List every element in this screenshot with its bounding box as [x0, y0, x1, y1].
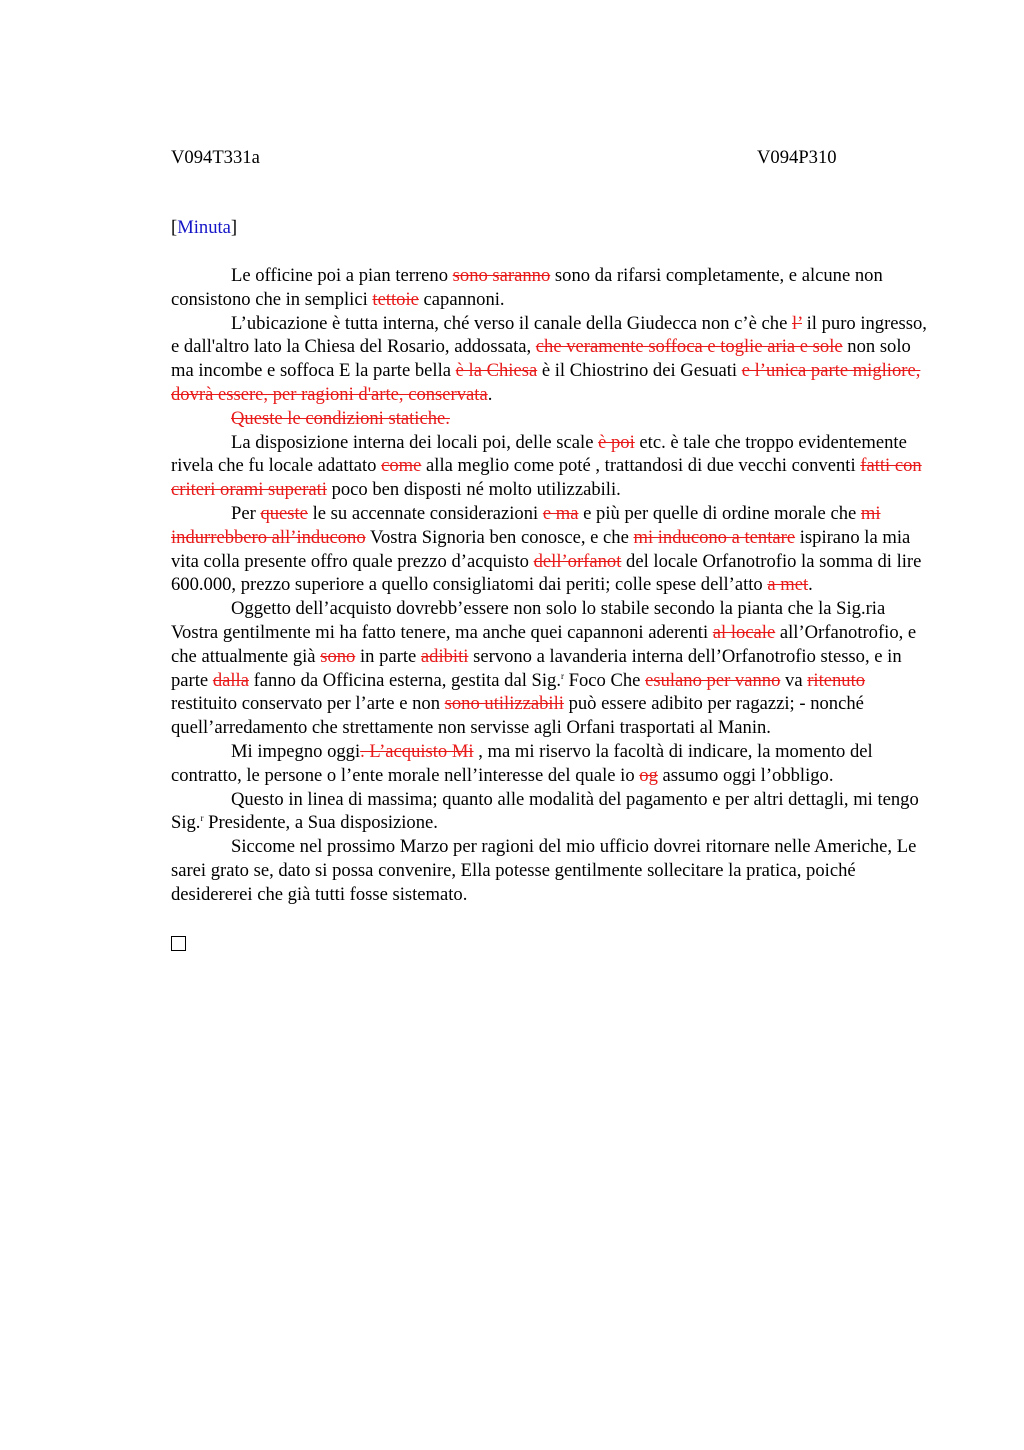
- deleted-text: mi inducono a tentare: [633, 526, 796, 548]
- deleted-text: ritenuto: [807, 669, 866, 691]
- deleted-text: e ma: [542, 502, 579, 524]
- paragraph-text: non solo ma incombe e soffoca E la parte bella: [171, 336, 911, 382]
- paragraph-text: Vostra Signoria ben conosce, e che: [365, 526, 634, 548]
- paragraph: [171, 407, 931, 431]
- paragraph-text: fanno da Officina esterna, gestita dal Sig.: [248, 669, 561, 691]
- paragraph-text: va: [780, 669, 808, 691]
- paragraph: [171, 312, 931, 407]
- deleted-text: og: [639, 764, 658, 786]
- deleted-text: Queste le condizioni statiche.: [231, 407, 450, 429]
- label-close-bracket: ]: [230, 217, 238, 238]
- deleted-text: è la Chiesa: [455, 360, 538, 382]
- paragraph: [171, 264, 931, 312]
- deleted-text: che veramente soffoca e toglie aria e sole: [535, 336, 843, 358]
- deleted-text: tettoie: [372, 288, 419, 310]
- paragraph: [171, 740, 931, 788]
- checkbox-square-icon: [171, 936, 186, 951]
- paragraph-text: le su accennate considerazioni: [307, 502, 543, 524]
- paragraph-text: è il Chiostrino dei Gesuati: [537, 360, 742, 382]
- paragraph: [171, 431, 931, 502]
- deleted-text: esulano per vanno: [645, 669, 781, 691]
- paragraph-text: servono a lavanderia interna dell’Orfanotrofio stesso, e in parte: [171, 645, 902, 691]
- deleted-text: adibiti: [420, 645, 469, 667]
- paragraph: [171, 597, 931, 740]
- header-right-code: V094P310: [757, 147, 837, 168]
- paragraph-text: Presidente, a Sua disposizione.: [203, 812, 438, 834]
- label-open-bracket: [: [171, 217, 178, 238]
- paragraph-text: Questo in linea di massima; quanto alle modalità del pagamento e per altri dettagli, mi tengo Sig.: [171, 788, 919, 834]
- deleted-text: l’: [791, 312, 802, 334]
- paragraph-text: L’ubicazione è tutta interna, ché verso il canale della Giudecca non c’è che: [231, 312, 792, 334]
- paragraph-text: sono da rifarsi completamente, e alcune non consistono che in semplici: [171, 265, 883, 310]
- paragraph-text: può essere adibito per ragazzi; - nonché quell’arredamento che strettamente non servisse agli Orfani trasportati al Manin.: [171, 693, 864, 739]
- paragraph-text: Per: [231, 502, 261, 524]
- deleted-text: fatti con criteri orami superati: [171, 455, 922, 501]
- document-page: [171, 144, 931, 951]
- paragraph-text: capannoni.: [418, 288, 505, 310]
- paragraph-text: Mi impegno oggi: [231, 740, 361, 762]
- document-header: [171, 144, 931, 168]
- deleted-text: queste: [260, 502, 308, 524]
- paragraph: [171, 835, 931, 906]
- paragraph-text: Foco Che: [564, 669, 646, 691]
- paragraph-text: .: [808, 574, 813, 596]
- deleted-text: è poi: [598, 431, 635, 453]
- paragraph-text: Oggetto dell’acquisto dovrebb’essere non solo lo stabile secondo la pianta che la Sig.ria Vostra gentilmente mi ha fatto tenere, ma anche quei capannoni aderenti: [171, 598, 886, 643]
- paragraph-text: Siccome nel prossimo Marzo per ragioni del mio ufficio dovrei ritornare nelle Americhe, Le sarei grato se, dato si possa convenire, Ella potesse gentilmente sollecitare la pratica, poiché desidererei che già tutti fosse sistemato.: [171, 836, 917, 905]
- paragraph: [171, 502, 931, 597]
- label-text: Minuta: [177, 217, 231, 238]
- paragraph-text: etc. è tale che troppo evidentemente rivela che fu locale adattato: [171, 431, 907, 477]
- paragraph-text: il puro ingresso, e dall'altro lato la Chiesa del Rosario, addossata,: [171, 312, 927, 358]
- deleted-text: dalla: [212, 669, 249, 691]
- superscript-text: r: [561, 670, 564, 681]
- paragraph-text: restituito conservato per l’arte e non: [171, 693, 445, 715]
- paragraph: [171, 788, 931, 836]
- document-body: [171, 264, 931, 907]
- superscript-text: r: [200, 813, 204, 824]
- paragraph-text: La disposizione interna dei locali poi, delle scale: [231, 431, 599, 453]
- header-left-code: V094T331a: [171, 147, 260, 168]
- deleted-text: dell’orfanot: [533, 550, 622, 572]
- deleted-text: sono saranno: [452, 265, 551, 286]
- paragraph-text: ispirano la mia vita colla presente offro quale prezzo d’acquisto: [171, 526, 911, 572]
- paragraph-text: in parte: [355, 645, 421, 667]
- paragraph-text: Le officine poi a pian terreno: [231, 265, 453, 286]
- paragraph-text: .: [487, 383, 493, 405]
- paragraph-text: , ma mi riservo la facoltà di indicare, la momento del contratto, le persone o l’ente morale nell’interesse del quale io: [171, 740, 873, 786]
- deleted-text: a met: [767, 574, 809, 596]
- paragraph-text: del locale Orfanotrofio la somma di lire 600.000, prezzo superiore a quello consigliatomi dai periti; colle spese dell’atto: [171, 550, 922, 596]
- paragraph-text: alla meglio come poté , trattandosi di due vecchi conventi: [421, 455, 861, 477]
- deleted-text: mi indurrebbero all’inducono: [171, 502, 881, 548]
- deleted-text: sono: [320, 645, 356, 667]
- document-type-label: [171, 216, 931, 240]
- paragraph-text: e più per quelle di ordine morale che: [578, 502, 861, 524]
- deleted-text: al locale: [712, 621, 776, 643]
- deleted-text: come: [381, 455, 422, 477]
- deleted-text: . L’acquisto Mi: [360, 740, 474, 762]
- deleted-text: sono utilizzabili: [444, 693, 564, 715]
- paragraph-text: all’Orfanotrofio, e che attualmente già: [171, 621, 917, 667]
- paragraph-text: poco ben disposti né molto utilizzabili.: [326, 479, 621, 501]
- deleted-text: e l’unica parte migliore, dovrà essere, per ragioni d'arte, conservata: [171, 360, 921, 405]
- paragraph-text: assumo oggi l’obbligo.: [657, 764, 834, 786]
